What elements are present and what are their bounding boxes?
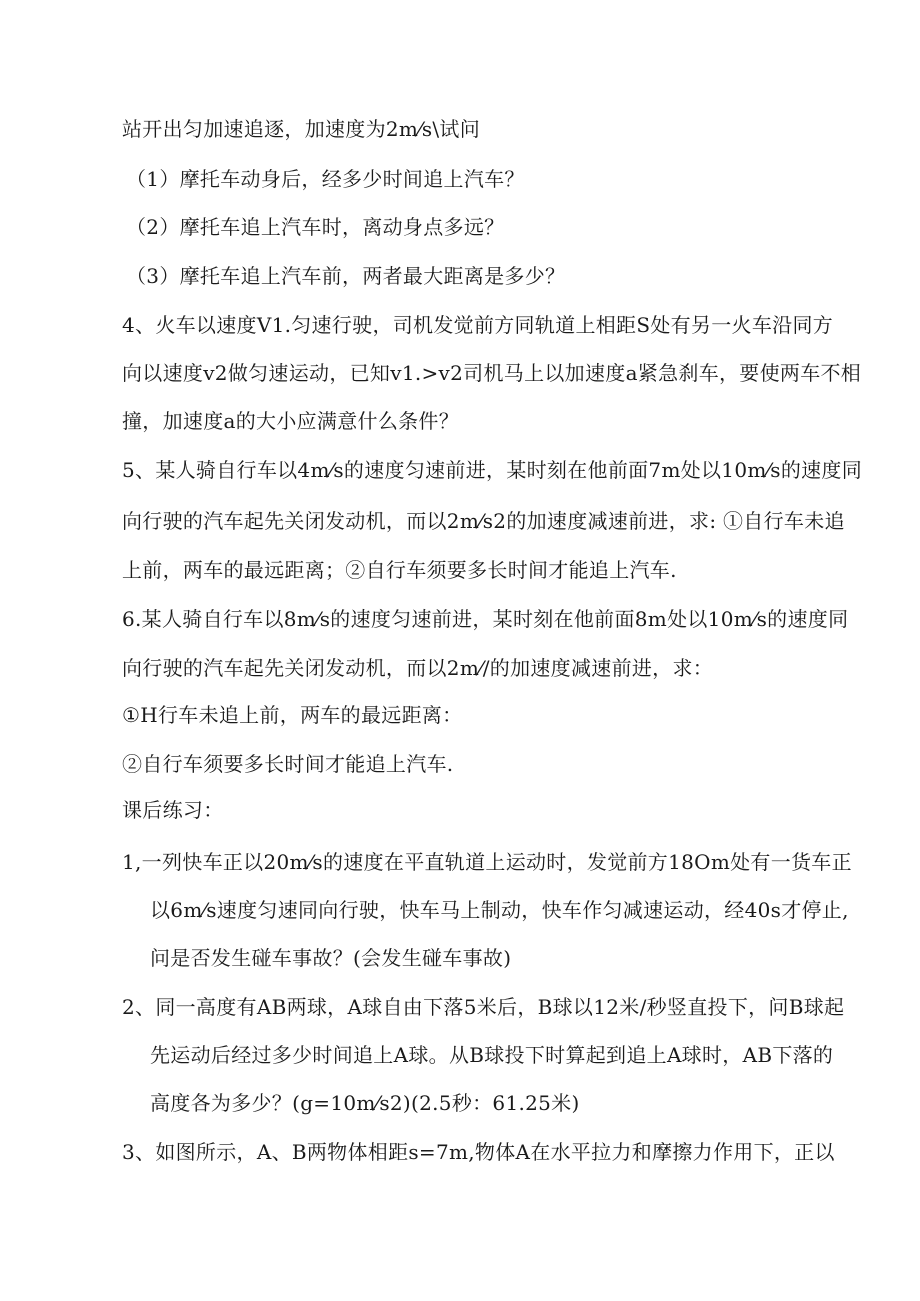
question-6-line-1: 6.某人骑自行车以8m⁄s的速度匀速前进，某时刻在他前面8m处以10m⁄s的速度同: [122, 607, 849, 631]
question-5-line-1: 5、某人骑自行车以4m⁄s的速度匀速前进，某时刻在他前面7m处以10m⁄s的速度同: [122, 458, 863, 482]
question-6-part-1: ①H行车未追上前，两车的最远距离：: [122, 703, 463, 727]
question-4-line-1: 4、火车以速度V1.匀速行驶，司机发觉前方同轨道上相距S处有另一火车沿同方: [122, 313, 834, 337]
homework-2-line-1: 2、同一高度有AB两球，A球自由下落5米后，B球以12米/秒竖直投下，问B球起: [122, 995, 845, 1019]
question-6-part-2: ②自行车须要多长时间才能追上汽车.: [122, 752, 454, 776]
homework-2-line-3: 高度各为多少？(g=10m⁄s2)(2.5秒：61.25米): [150, 1091, 580, 1115]
question-3-part-2: （2）摩托车追上汽车时，离动身点多远？: [126, 215, 505, 239]
question-6-line-2: 向行驶的汽车起先关闭发动机，而以2m⁄/的加速度减速前进，求：: [122, 656, 714, 680]
question-3-part-1: （1）摩托车动身后，经多少时间追上汽车？: [126, 167, 525, 191]
question-4-line-2: 向以速度v2做匀速运动，已知v1.>v2司机马上以加速度a紧急刹车，要使两车不相: [122, 361, 862, 385]
homework-3-line-1: 3、如图所示，A、B两物体相距s=7m,物体A在水平拉力和摩擦力作用下，正以: [122, 1140, 835, 1164]
homework-1-line-2: 以6m⁄s速度匀速同向行驶，快车马上制动，快车作匀减速运动，经40s才停止,: [150, 898, 849, 922]
homework-1-line-1: 1,一列快车正以20m⁄s的速度在平直轨道上运动时，发觉前方18Om处有一货车正: [122, 850, 852, 874]
text-line-1: 站开出匀加速追逐，加速度为2m⁄s\试问: [122, 117, 481, 141]
homework-2-line-2: 先运动后经过多少时间追上A球。从B球投下时算起到追上A球时，AB下落的: [150, 1043, 834, 1067]
section-heading-homework: 课后练习：: [122, 798, 224, 822]
question-3-part-3: （3）摩托车追上汽车前，两者最大距离是多少？: [126, 264, 566, 288]
question-4-line-3: 撞，加速度a的大小应满意什么条件？: [122, 409, 460, 433]
question-5-line-2: 向行驶的汽车起先关闭发动机，而以2m⁄s2的加速度减速前进，求: ①自行车未追: [122, 509, 845, 533]
question-5-line-3: 上前，两车的最远距离；②自行车须要多长时间才能追上汽车.: [122, 558, 677, 582]
homework-1-line-3: 问是否发生碰车事故？(会发生碰车事故): [150, 946, 512, 970]
